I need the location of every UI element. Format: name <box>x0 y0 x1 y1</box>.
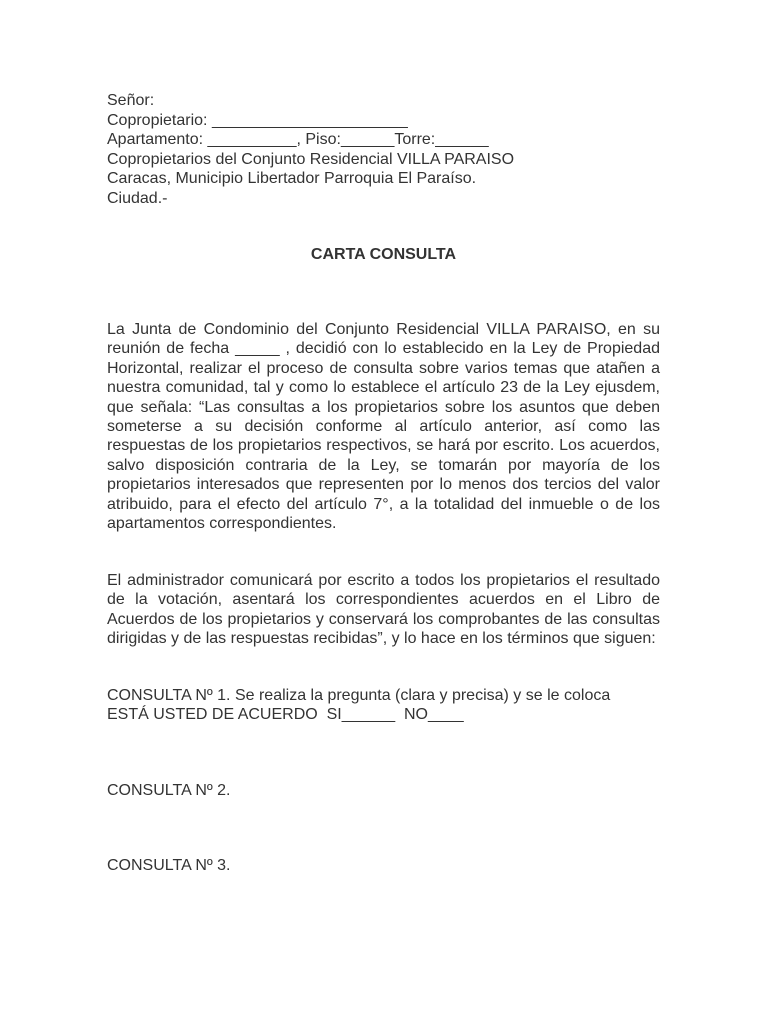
consulta-2: CONSULTA Nº 2. <box>107 782 231 799</box>
intro-paragraph: La Junta de Condominio del Conjunto Residencial VILLA PARAISO, en su reunión de fecha _____ , decidió con lo establecido en la Ley de Propiedad Horizontal, realizar el proceso de consulta sobre varios temas que atañen a nuestra comunidad, tal y como lo establece el artículo 23 de la Ley ejusdem, que señala: “Las consultas a los propietarios sobre los asuntos que deben someterse a su decisión conforme al artículo anterior, así como las respuestas de los propietarios respectivos, se hará por escrito. Los acuerdos, salvo disposición contraria de la Ley, se tomarán por mayoría de los propietarios interesados que representen por lo menos dos tercios del valor atribuido, para el efecto del artículo 7°, a la totalidad del inmueble o de los apartamentos correspondientes. <box>107 321 660 533</box>
ciudad-line: Ciudad.- <box>107 189 168 207</box>
address-block <box>107 91 667 208</box>
copropietario-line: Copropietario: ______________________ <box>107 111 408 129</box>
consulta-1 <box>107 686 660 725</box>
administrator-paragraph: El administrador comunicará por escrito a todos los propietarios el resultado de la votación, asentará los correspondientes acuerdos en el Libro de Acuerdos de los propietarios y conservará los comprobantes de las consultas dirigidas y de las respuestas recibidas”, y lo hace en los términos que siguen: <box>107 572 660 648</box>
consulta-1-question: CONSULTA Nº 1. Se realiza la pregunta (clara y precisa) y se le coloca <box>107 687 611 704</box>
conjunto-line: Copropietarios del Conjunto Residencial VILLA PARAISO <box>107 150 515 168</box>
document-title: CARTA CONSULTA <box>310 246 457 263</box>
consulta-1-answer-line: ESTÁ USTED DE ACUERDO SI______ NO____ <box>107 706 464 724</box>
city-location-line: Caracas, Municipio Libertador Parroquia El Paraíso. <box>107 170 477 187</box>
apartamento-line: Apartamento: __________, Piso:______Torre:______ <box>107 131 489 148</box>
consulta-3: CONSULTA Nº 3. <box>107 857 231 874</box>
salutation: Señor: <box>107 92 155 109</box>
